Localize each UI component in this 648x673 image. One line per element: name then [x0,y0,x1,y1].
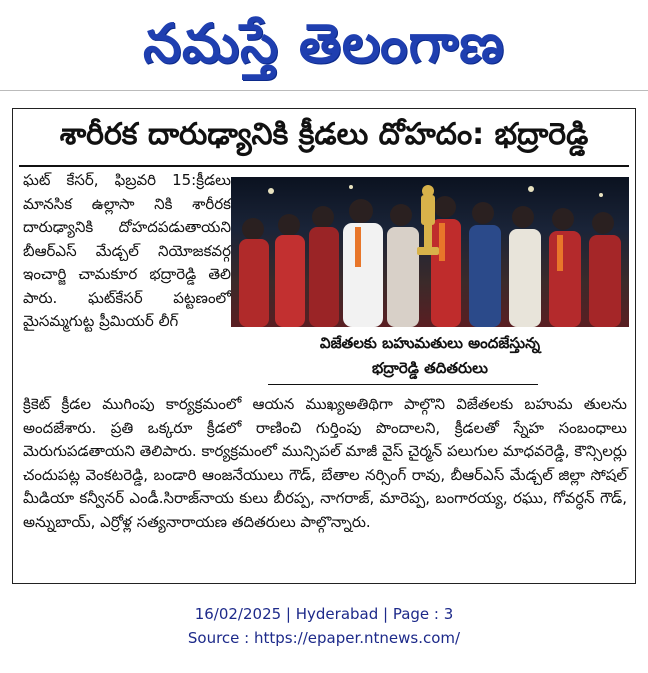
caption-line-1: విజేతలకు బహుమతులు అందజేస్తున్న [319,334,541,352]
article-left-column [23,169,231,334]
page-footer [0,602,648,650]
source-link[interactable]: Source : https://epaper.ntnews.com/ [187,629,461,647]
masthead [0,0,648,92]
news-article [12,108,636,584]
newspaper-title: నమస్తే తెలంగాణ [143,12,505,75]
photo-trophy-ceremony-icon [231,177,629,327]
edition-info: 16/02/2025 | Hyderabad | Page : 3 [194,605,454,623]
article-headline: శారీరక దారుఢ్యానికి క్రీడలు దోహదం: భద్రారెడ్డి [59,117,589,152]
headline-divider [19,165,629,167]
article-body [23,393,627,534]
caption-divider [268,384,538,385]
left-column-text: ఘట్ కేసర్, ఫిబ్రవరి 15:క్రీడలు మానసిక ఉల్లాసా నికి శారీరక దారుఢ్యానికి దోహదపడుతాయని బీఆర్ఎస్ మేడ్చల్ నియోజకవర్గ ఇంచార్జి చామకూర భద్రారెడ్డి తెలి పారు. ఘట్‌కేసర్ పట్టణంలో మైసమ్మగుట్ట ప్రీమియర్ లీగ్ [23,171,231,330]
article-photo [231,177,629,327]
masthead-divider [0,90,648,91]
photo-caption [231,331,629,381]
article-body-text: క్రికెట్ క్రీడల ముగింపు కార్యక్రమంలో ఆయన ముఖ్యఅతిథిగా పాల్గొని విజేతలకు బహుమ తులను అందజేశారు. ప్రతి ఒక్కరూ క్రీడలో రాణించి గుర్తింపు పొందాలని, క్రీడలతో స్నేహ సంబంధాలు మెరుగుపడతాయని తెలిపారు. కార్యక్రమంలో మున్సిపల్ మాజీ వైస్ చైర్మన్ పలుగుల మాధవరెడ్డి, కౌన్సిలర్లు చందుపట్ల వెంకటరెడ్డి, బండారి ఆంజనేయులు గౌడ్, బేతాల నర్సింగ్ రావు, బీఆర్ఎస్ మేడ్చల్ జిల్లా సోషల్ మీడియా కన్వీనర్ ఎండీ.సిరాజ్‌నాయ కులు బీరప్ప, నాగరాజ్, మారెప్ప, బంగారయ్య, రఘు, గోవర్ధన్ గౌడ్, అన్నుబాయ్, ఎర్రోళ్ల సత్యనారాయణ తదితరులు పాల్గొన్నారు. [23,395,627,531]
caption-line-2: భద్రారెడ్డి తదితరులు [372,359,488,377]
